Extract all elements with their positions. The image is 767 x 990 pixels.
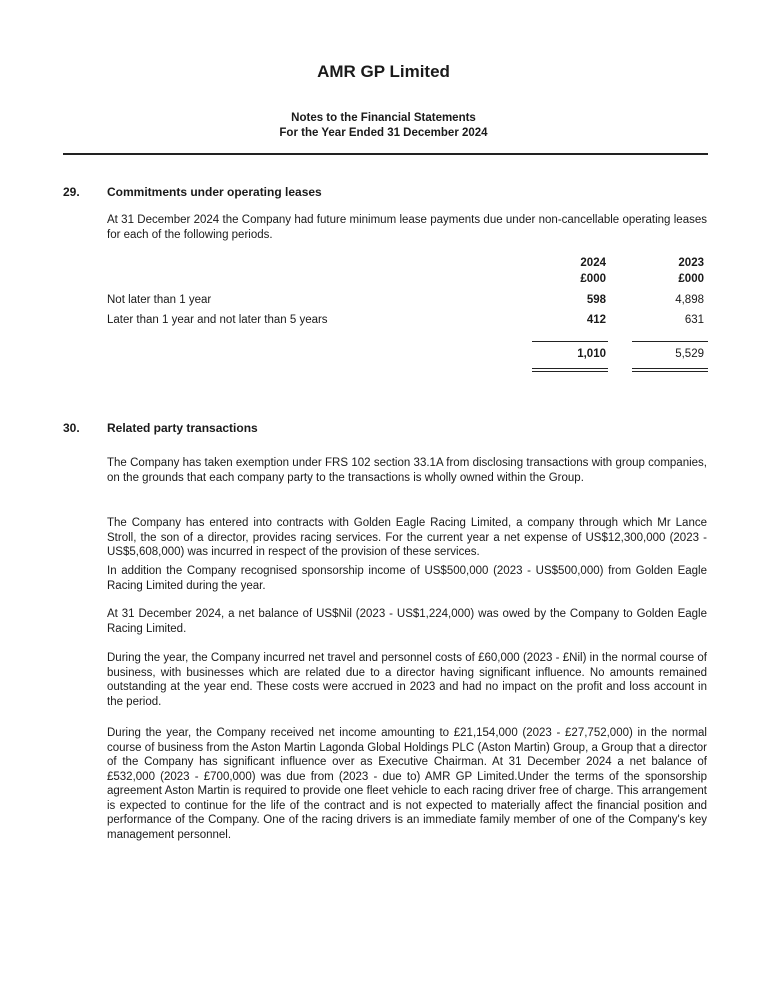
note-30-paragraph: During the year, the Company received net income amounting to £21,154,000 (2023 - £27,752,000) in the normal course of business from the Aston Martin Lagonda Global Holdings PLC (Aston Martin) Group, a Group that a director of the Company has significant influence over as Executive Chairman. At 31 December 2024 a net balance of £532,000 (2023 - £700,000) was due from (2023 - due to) AMR GP Limited.Under the terms of the sponsorship agreement Aston Martin is required to provide one fleet vehicle to each racing driver free of charge. This arrangement is expected to continue for the life of the contract and is not expected to materially affect the financial position and performance of the Company. One of the racing drivers is an immediate family member of one of the Company's key management personnel. [107,727,707,841]
subtotal-rule-2024 [532,341,608,342]
table-row-label: Later than 1 year and not later than 5 years [107,314,328,326]
table-row-value-2024: 412 [586,314,606,326]
subtotal-rule-2023 [632,341,708,342]
total-2023: 5,529 [675,348,704,360]
note-30-paragraph: The Company has entered into contracts with Golden Eagle Racing Limited, a company through which Mr Lance Stroll, the son of a director, provides racing services. For the current year a net expense of US$12,300,000 (2023 - US$5,608,000) was incurred in respect of the provision of these services. [107,517,707,558]
note-30-paragraph: At 31 December 2024, a net balance of US$Nil (2023 - US$1,224,000) was owed by the Company to Golden Eagle Racing Limited. [107,608,707,635]
table-row-value-2023: 4,898 [675,294,704,306]
note-30-paragraph: In addition the Company recognised sponsorship income of US$500,000 (2023 - US$500,000) from Golden Eagle Racing Limited during the year. [107,565,707,592]
table-row-value-2024: 598 [586,294,606,306]
table-row-label: Not later than 1 year [107,294,212,306]
note-30-paragraph: The Company has taken exemption under FRS 102 section 33.1A from disclosing transactions with group companies, on the grounds that each company party to the transactions is wholly owned within the Group. [107,457,707,484]
total-double-rule-2023 [632,368,708,372]
note-29-intro: At 31 December 2024 the Company had future minimum lease payments due under non-cancellable operating leases for each of the following periods. [107,214,707,241]
col-2023-year: 2023 [678,257,704,269]
note-30-paragraph: During the year, the Company incurred net travel and personnel costs of £60,000 (2023 - £Nil) in the normal course of business, with businesses which are related due to a director having significant influence. No amounts remained outstanding at the year end. These costs were accrued in 2023 and had no impact on the profit and loss account in the period. [107,652,707,708]
total-double-rule-2024 [532,368,608,372]
note-30-title: Related party transactions [107,421,258,435]
company-name: AMR GP Limited [317,62,450,81]
col-2024-year: 2024 [580,257,606,269]
table-row-value-2023: 631 [684,314,704,326]
col-2023-unit: £000 [678,273,704,285]
note-30-number: 30. [63,421,80,435]
notes-title: Notes to the Financial Statements [291,112,476,124]
header-rule [63,153,708,155]
col-2024-unit: £000 [580,273,606,285]
note-29-title: Commitments under operating leases [107,185,322,199]
note-29-number: 29. [63,185,80,199]
period-title: For the Year Ended 31 December 2024 [279,127,488,139]
total-2024: 1,010 [577,348,606,360]
